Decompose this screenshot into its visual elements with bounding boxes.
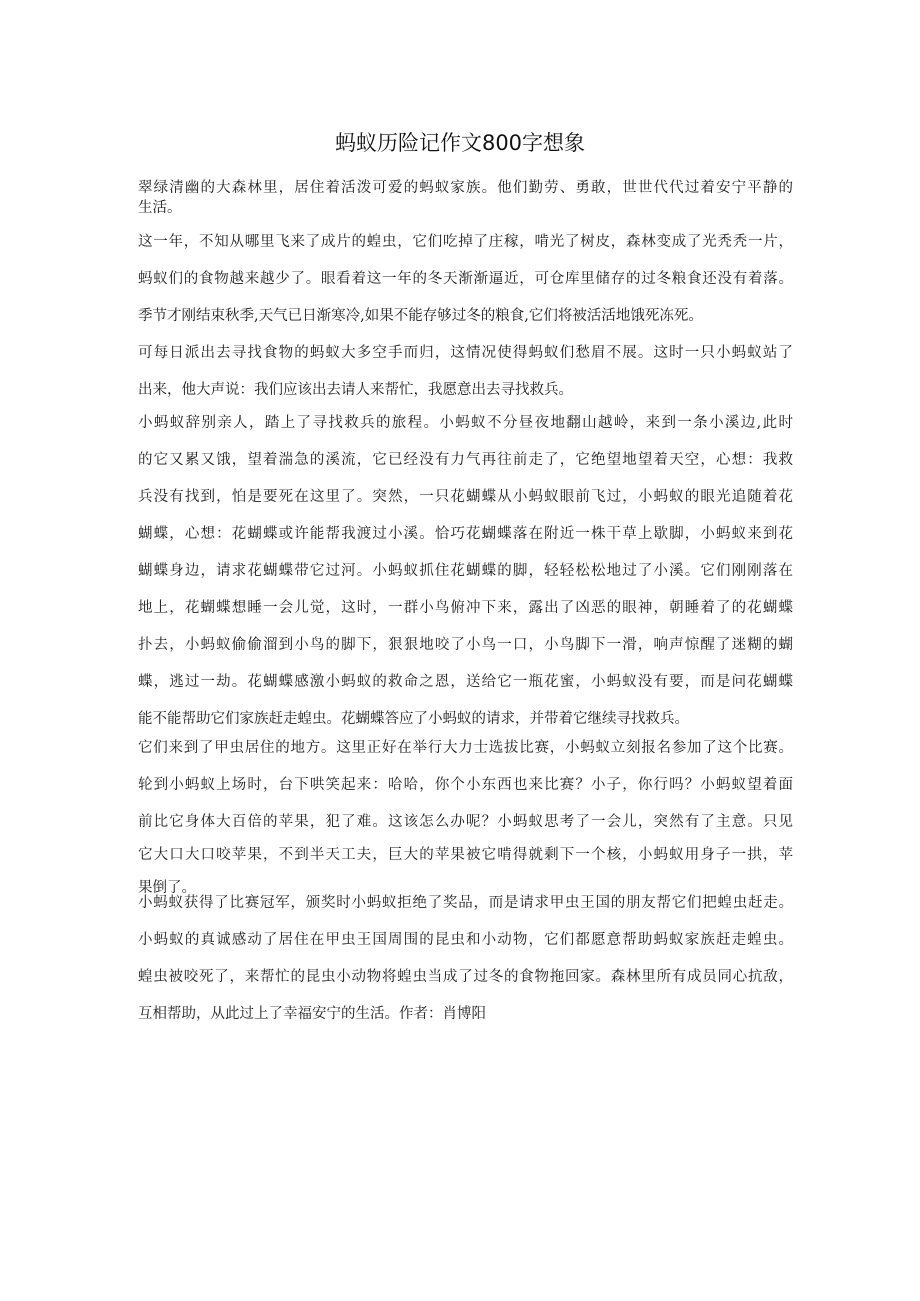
text-line: 小蚂蚁获得了比赛冠军，颁奖时小蚂蚁拒绝了奖品，而是请求甲虫王国的朋友帮它们把蝗虫赶走。 xyxy=(138,895,793,911)
text-line: 前比它身体大百倍的苹果，犯了难。这该怎么办呢？小蚂蚁思考了一会儿，突然有了主意。只见 xyxy=(138,814,793,830)
text-line: 蚂蚁们的食物越来越少了。眼看着这一年的冬天渐渐逼近，可仓库里储存的过冬粮食还没有着落。 xyxy=(138,271,793,287)
paragraph xyxy=(138,738,793,898)
text-line: 它们来到了甲虫居住的地方。这里正好在举行大力士选拔比赛，小蚂蚁立刻报名参加了这个比赛。 xyxy=(138,740,793,756)
text-line: 的它又累又饿，望着湍急的溪流，它已经没有力气再往前走了，它绝望地望着天空，心想：我救 xyxy=(138,452,793,468)
text-line: 可每日派出去寻找食物的蚂蚁大多空手而归，这情况使得蚂蚁们愁眉不展。这时一只小蚂蚁站了 xyxy=(138,345,793,361)
text-line: 蝴蝶身边，请求花蝴蝶带它过河。小蚂蚁抓住花蝴蝶的脚，轻轻松松地过了小溪。它们刚刚落在 xyxy=(138,563,793,579)
text-line: 生活。 xyxy=(138,200,182,216)
paragraph xyxy=(138,893,793,1024)
text-line: 出来，他大声说：我们应该出去请人来帮忙，我愿意出去寻找救兵。 xyxy=(138,382,573,398)
text-line: 蝗虫被咬死了，来帮忙的昆虫小动物将蝗虫当成了过冬的食物拖回家。森林里所有成员同心抗敌， xyxy=(138,969,793,985)
text-line: 果倒了。 xyxy=(138,880,196,896)
text-line: 地上，花蝴蝶想睡一会儿觉，这时，一群小鸟俯冲下来，露出了凶恶的眼神，朝睡着了的花蝴蝶 xyxy=(138,600,793,616)
text-line: 它大口大口咬苹果，不到半天工夫，巨大的苹果被它啃得就剩下一个核，小蚂蚁用身子一拱，苹 xyxy=(138,847,793,863)
page-title: 蚂蚁历险记作文800字想象 xyxy=(334,131,586,155)
text-line: 蝴蝶，心想：花蝴蝶或许能帮我渡过小溪。恰巧花蝴蝶落在附近一株干草上歇脚，小蚂蚁来到花 xyxy=(138,526,793,542)
text-line: 轮到小蚂蚁上场时，台下哄笑起来：哈哈，你个小东西也来比赛？小子，你行吗？小蚂蚁望着面 xyxy=(138,777,793,793)
text-line: 能不能帮助它们家族赶走蝗虫。花蝴蝶答应了小蚂蚁的请求，并带着它继续寻找救兵。 xyxy=(138,711,689,727)
text-line: 扑去，小蚂蚁偷偷溜到小鸟的脚下，狠狠地咬了小鸟一口，小鸟脚下一滑，响声惊醒了迷糊的蝴 xyxy=(138,637,793,653)
text-line: 翠绿清幽的大森林里，居住着活泼可爱的蚂蚁家族。他们勤劳、勇敢，世世代代过着安宁平静的 xyxy=(138,180,793,196)
paragraph xyxy=(138,232,793,326)
text-line: 这一年，不知从哪里飞来了成片的蝗虫，它们吃掉了庄稼，啃光了树皮，森林变成了光秃秃一片， xyxy=(138,234,793,250)
paragraph xyxy=(138,413,793,729)
text-line: 兵没有找到，怕是要死在这里了。突然，一只花蝴蝶从小蚂蚁眼前飞过，小蚂蚁的眼光追随着花 xyxy=(138,489,793,505)
text-line: 季节才刚结束秋季,天气已日渐寒冷,如果不能存够过冬的粮食,它们将被活活地饿死冻死。 xyxy=(138,308,703,324)
paragraph xyxy=(138,343,793,400)
text-line: 互相帮助，从此过上了幸福安宁的生活。作者：肖博阳 xyxy=(138,1006,486,1022)
text-line: 蝶，逃过一劫。花蝴蝶感激小蚂蚁的救命之恩，送给它一瓶花蜜，小蚂蚁没有要，而是问花蝴蝶 xyxy=(138,674,793,690)
paragraph xyxy=(138,178,793,218)
text-line: 小蚂蚁辞别亲人，踏上了寻找救兵的旅程。小蚂蚁不分昼夜地翻山越岭，来到一条小溪边,此时 xyxy=(138,415,793,431)
text-line: 小蚂蚁的真诚感动了居住在甲虫王国周围的昆虫和小动物，它们都愿意帮助蚂蚁家族赶走蝗虫。 xyxy=(138,932,793,948)
